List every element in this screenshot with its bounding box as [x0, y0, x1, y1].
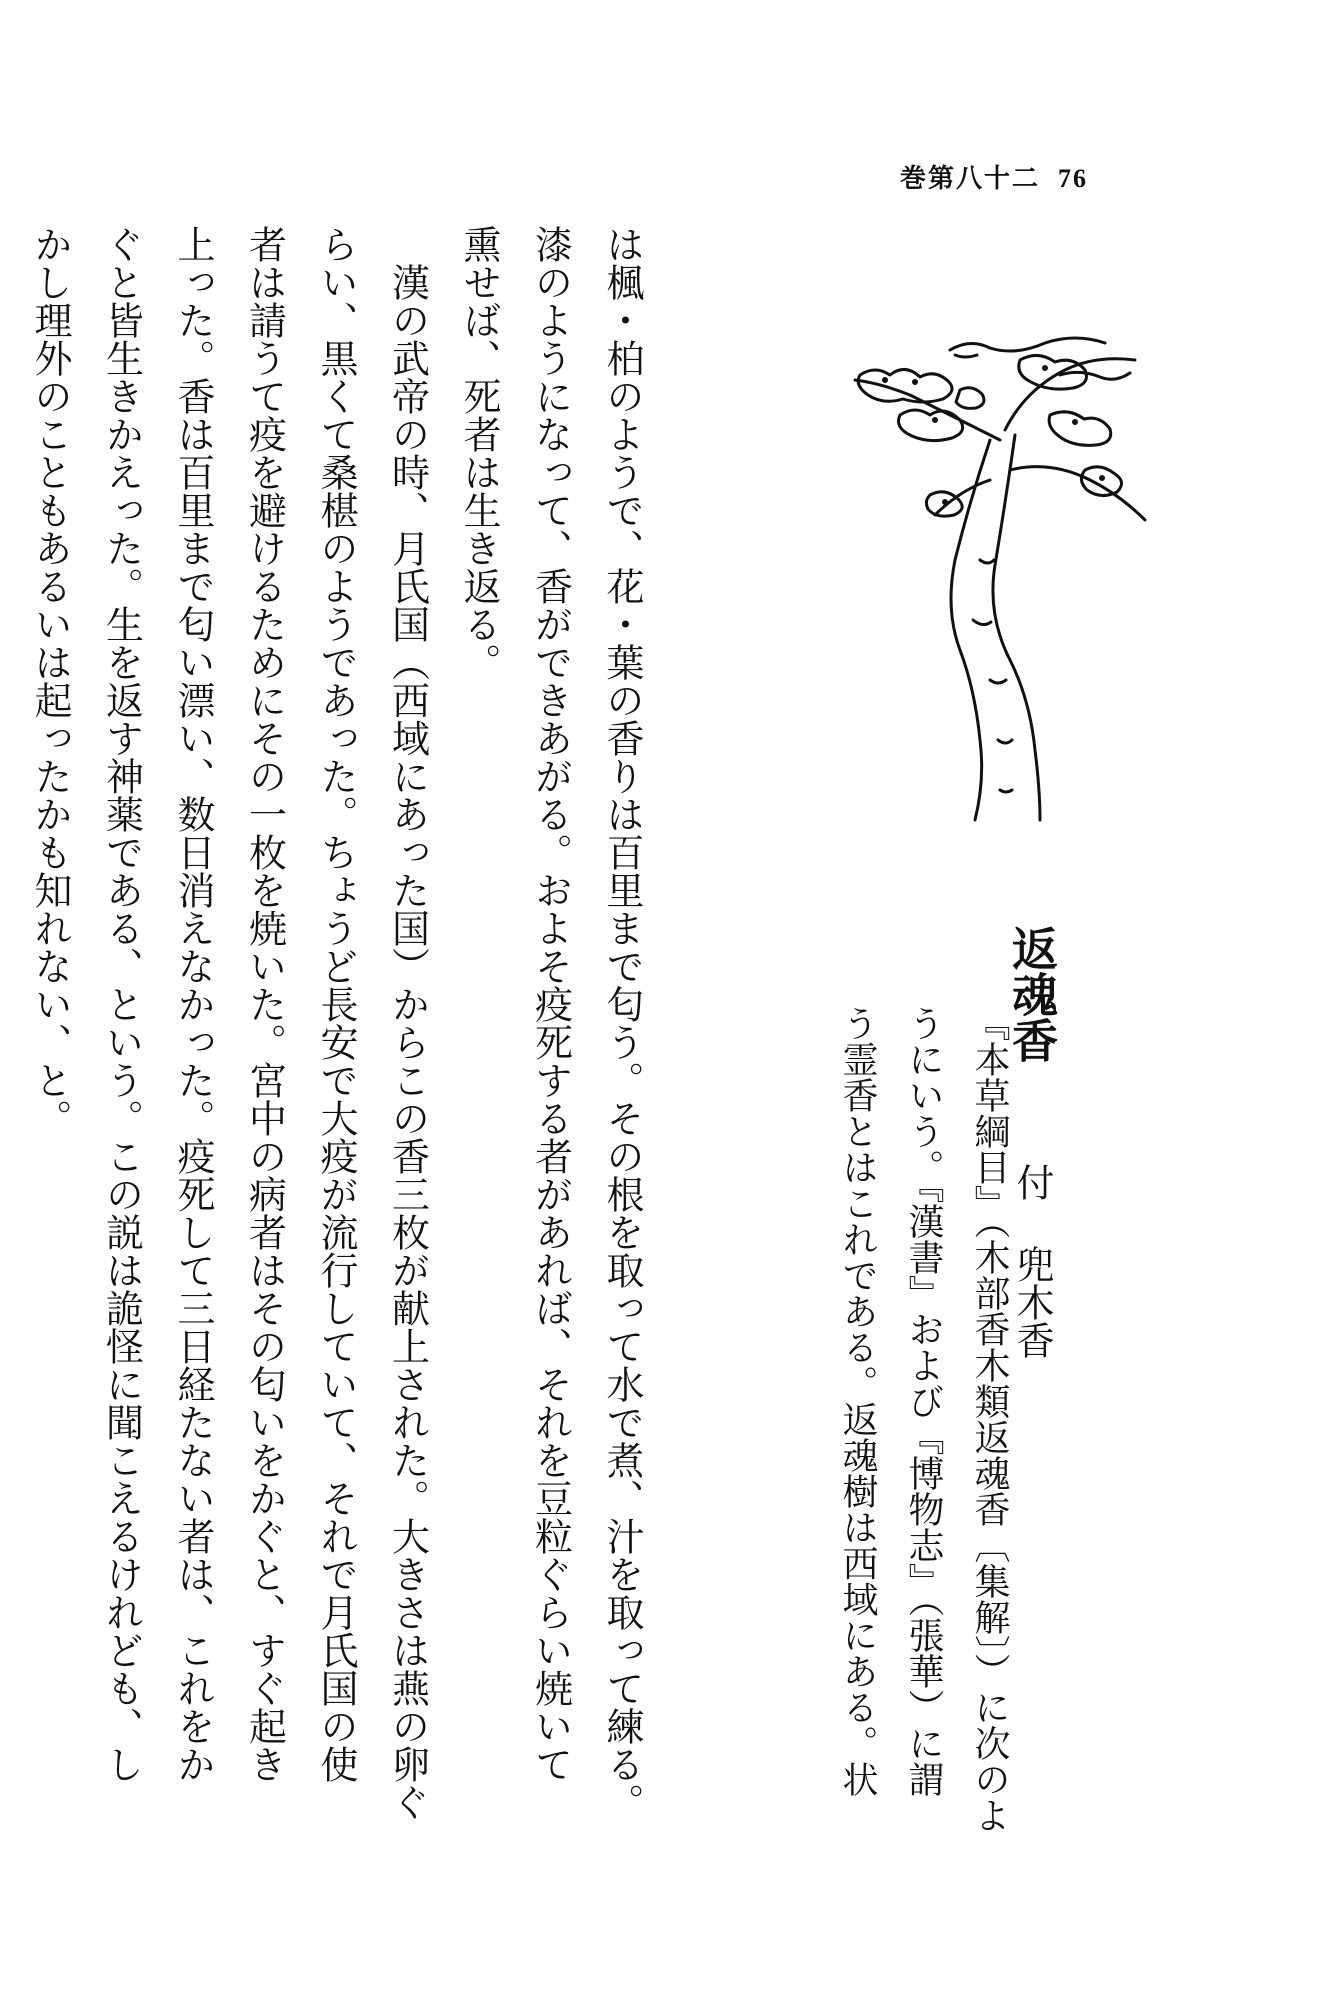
entry-title-main: 返魂香 — [1005, 925, 1059, 1063]
paragraph-start-line — [371, 225, 443, 1885]
text-line: らい、黒くて桑椹のようであった。ちょうど長安で大疫が流行していて、それで月氏国の使 — [314, 225, 358, 1783]
text-line: 『本草綱目』（木部香木類返魂香〔集解〕）に次のよ — [969, 1005, 1010, 1833]
text-line: 熏せば、死者は生き返る。 — [457, 225, 501, 681]
entry-title-attached: 兜木香 — [1010, 1245, 1054, 1359]
upper-text-block — [824, 1005, 1022, 1833]
running-header — [900, 158, 1088, 195]
text-line: 上った。香は百里まで匂い漂い、数日消えなかった。疫死して三日経たない者は、これをか — [171, 225, 215, 1783]
tree-illustration — [840, 320, 1150, 840]
page-number: 76 — [1058, 164, 1089, 193]
text-line: ぐと皆生きかえった。生を返す神薬である、という。この説は詭怪に聞こえるけれども、し — [99, 225, 144, 1783]
text-line: 者は請うて疫を避けるためにその一枚を焼いた。宮中の病者はその匂いをかぐと、すぐ起き — [242, 225, 287, 1783]
text-line: うにいう。『漢書』および『博物志』（張華）に謂 — [903, 1005, 944, 1797]
text-line: かし理外のこともあるいは起ったかも知れない、と。 — [28, 225, 72, 1137]
text-line: 漢の武帝の時、月氏国（西域にあった国）からこの香三枚が献上された。大きさは燕の卵ぐ — [385, 263, 430, 1821]
entry-title-attached-prefix: 付 — [1010, 1163, 1054, 1201]
text-line: う霊香とはこれである。返魂樹は西域にある。状 — [837, 1005, 878, 1797]
main-text-block — [14, 225, 658, 1885]
running-title: 巻第八十二 — [900, 164, 1041, 193]
text-line: 漆のようになって、香ができあがる。およそ疫死する者があれば、それを豆粒ぐらい焼いて — [528, 225, 573, 1783]
text-line: は楓・柏のようで、花・葉の香りは百里まで匂う。その根を取って水で煮、汁を取って練る。 — [600, 225, 644, 1821]
